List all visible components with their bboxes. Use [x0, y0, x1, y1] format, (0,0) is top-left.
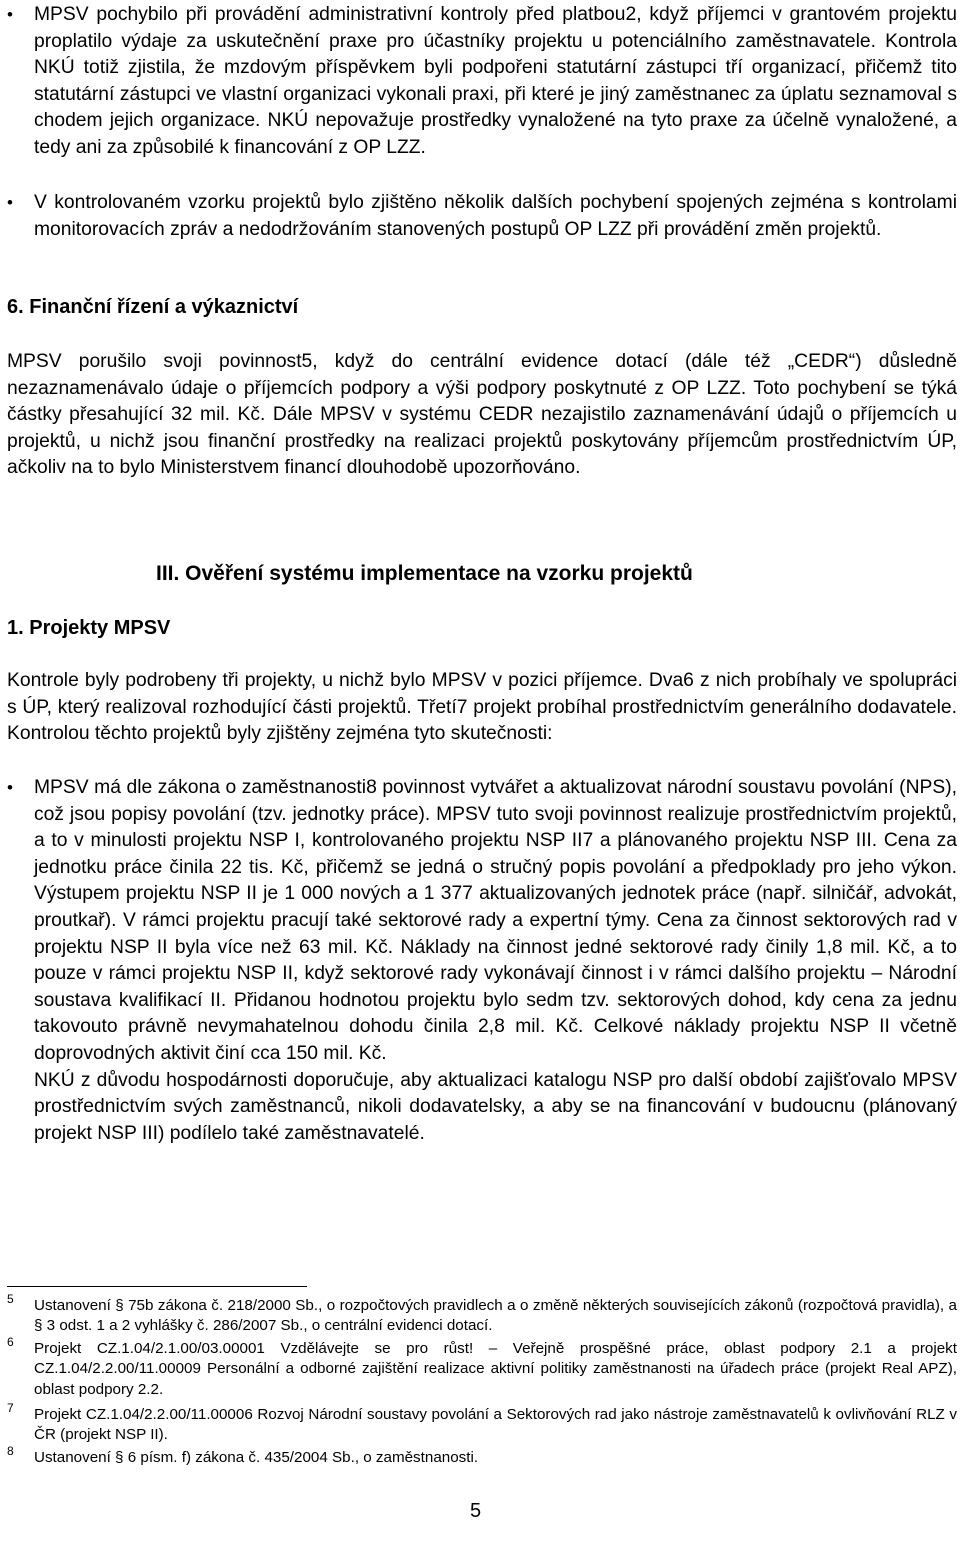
bullet-item-nsp [7, 775, 957, 1147]
bullet-text: V kontrolovaném vzorku projektů bylo zjištěno několik dalších pochybení spojených zejména s kontrolami monitorovacích zpráv a nedodržováním stanovených postupů OP LZZ při provádění změn projektů. [34, 192, 957, 240]
bullet-item-admin-control [7, 2, 957, 162]
footnote-text: Ustanovení § 75b zákona č. 218/2000 Sb., o rozpočtových pravidlech a o změně některých souvisejících zákonů (rozpočtová pravidla), a § 3 odst. 1 a 2 vyhlášky č. 286/2007 Sb., o centrální evidenci dotací. [34, 1297, 957, 1335]
footnote-number: 6 [7, 1335, 14, 1349]
projects-intro-paragraph: Kontrole byly podrobeny tři projekty, u nichž bylo MPSV v pozici příjemce. Dva6 z nich probíhaly ve spolupráci s ÚP, který realizoval rozhodující části projektů. Třetí7 projekt probíhal prostřednictvím generálního dodavatele. Kontrolou těchto projektů byly zjištěny zejména tyto skutečnosti: [7, 670, 957, 745]
footnote-number: 5 [7, 1292, 14, 1306]
footnote-number: 7 [7, 1401, 14, 1415]
footnote-text: Projekt CZ.1.04/2.1.00/03.00001 Vzdělávejte se pro růst! – Veřejně prospěšné práce, oblast podpory 2.1 a projekt CZ.1.04/2.2.00/11.00009 Personální a odborné zajištění realizace aktivní politiky zaměstnanosti na úřadech práce (projekt Real APZ), oblast podpory 2.2. [34, 1340, 957, 1398]
footnote-divider [7, 1286, 307, 1287]
section-heading-financial: 6. Finanční řízení a výkaznictví [7, 296, 299, 318]
bullet-icon: • [7, 778, 13, 797]
subsection-heading: 1. Projekty MPSV [7, 617, 171, 639]
footnote-6 [7, 1335, 957, 1400]
footnote-text: Projekt CZ.1.04/2.2.00/11.00006 Rozvoj Národní soustavy povolání a Sektorových rad jako nástroje zaměstnavatelů k ovlivňování RLZ v ČR (projekt NSP II). [34, 1406, 957, 1444]
bullet-text: MPSV pochybilo při provádění administrativní kontroly před platbou2, když příjemci v grantovém projektu proplatilo výdaje za uskutečnění praxe pro účastníky projektu u potenciálního zaměstnavatele. Kontrola NKÚ totiž zjistila, že mzdovým příspěvkem byli podpořeni statutární zástupci tří organizací, přičemž tito statutární zástupci ve vlastní organizaci vykonali praxi, při které je jiný zaměstnanec za úplatu seznamoval s chodem jejich organizace. NKÚ nepovažuje prostředky vynaložené na tyto praxe za účelně vynaložené, a tedy ani za způsobilé k financování z OP LZZ. [34, 4, 957, 158]
bullet-text-continuation: NKÚ z důvodu hospodárnosti doporučuje, aby aktualizaci katalogu NSP pro další období zajišťovalo MPSV prostřednictvím svých zaměstnanců, nikoli dodavatelsky, a aby se na financování v budoucnu (plánovaný projekt NSP III) podílelo také zaměstnavatelé. [34, 1069, 957, 1144]
footnote-7 [7, 1401, 957, 1446]
bullet-item-other-errors [7, 190, 957, 243]
financial-paragraph: MPSV porušilo svoji povinnost5, když do centrální evidence dotací (dále též „CEDR“) důsledně nezaznamenávalo údaje o příjemcích podpory a výši podpory poskytnuté z OP LZZ. Toto pochybení se týká částky přesahující 32 mil. Kč. Dále MPSV v systému CEDR nezajistilo zaznamenávání údajů o příjemcích u projektů, u nichž jsou finanční prostředky na realizaci projektů poskytovány příjemcům prostřednictvím ÚP, ačkoliv na to bylo Ministerstvem financí dlouhodobě upozorňováno. [7, 351, 957, 479]
bullet-icon: • [7, 193, 13, 212]
chapter-heading: III. Ověření systému implementace na vzorku projektů [156, 562, 693, 585]
page-number: 5 [470, 1500, 482, 1522]
footnote-8 [7, 1444, 957, 1468]
footnote-5 [7, 1292, 957, 1337]
footnote-number: 8 [7, 1444, 14, 1458]
bullet-icon: • [7, 5, 13, 24]
bullet-text: MPSV má dle zákona o zaměstnanosti8 povinnost vytvářet a aktualizovat národní soustavu povolání (NPS), což jsou popisy povolání (tzv. jednotky práce). MPSV tuto svoji povinnost realizuje prostřednictvím projektů, a to v minulosti projektu NSP I, kontrolovaného projektu NSP II7 a plánovaného projektu NSP III. Cena za jednotku práce činila 22 tis. Kč, přičemž se jedná o stručný popis povolání a předpoklady pro jeho výkon. Výstupem projektu NSP II je 1 000 nových a 1 377 aktualizovaných jednotek práce (např. silničář, advokát, proutkař). V rámci projektu pracují také sektorové rady a expertní týmy. Cena za činnost sektorových rad v projektu NSP II byla více než 63 mil. Kč. Náklady na činnost jedné sektorové rady činily 1,8 mil. Kč, a to pouze v rámci projektu NSP II, když sektorové rady vykonávají činnost i v rámci dalšího projektu – Národní soustava kvalifikací II. Přidanou hodnotou projektu bylo sedm tzv. sektorových dohod, kdy cena za jednu takovouto právně nevymahatelnou dohodu činila 2,8 mil. Kč. Celkové náklady projektu NSP II včetně doprovodných aktivit činí cca 150 mil. Kč. [34, 777, 957, 1064]
footnote-text: Ustanovení § 6 písm. f) zákona č. 435/2004 Sb., o zaměstnanosti. [34, 1449, 479, 1466]
